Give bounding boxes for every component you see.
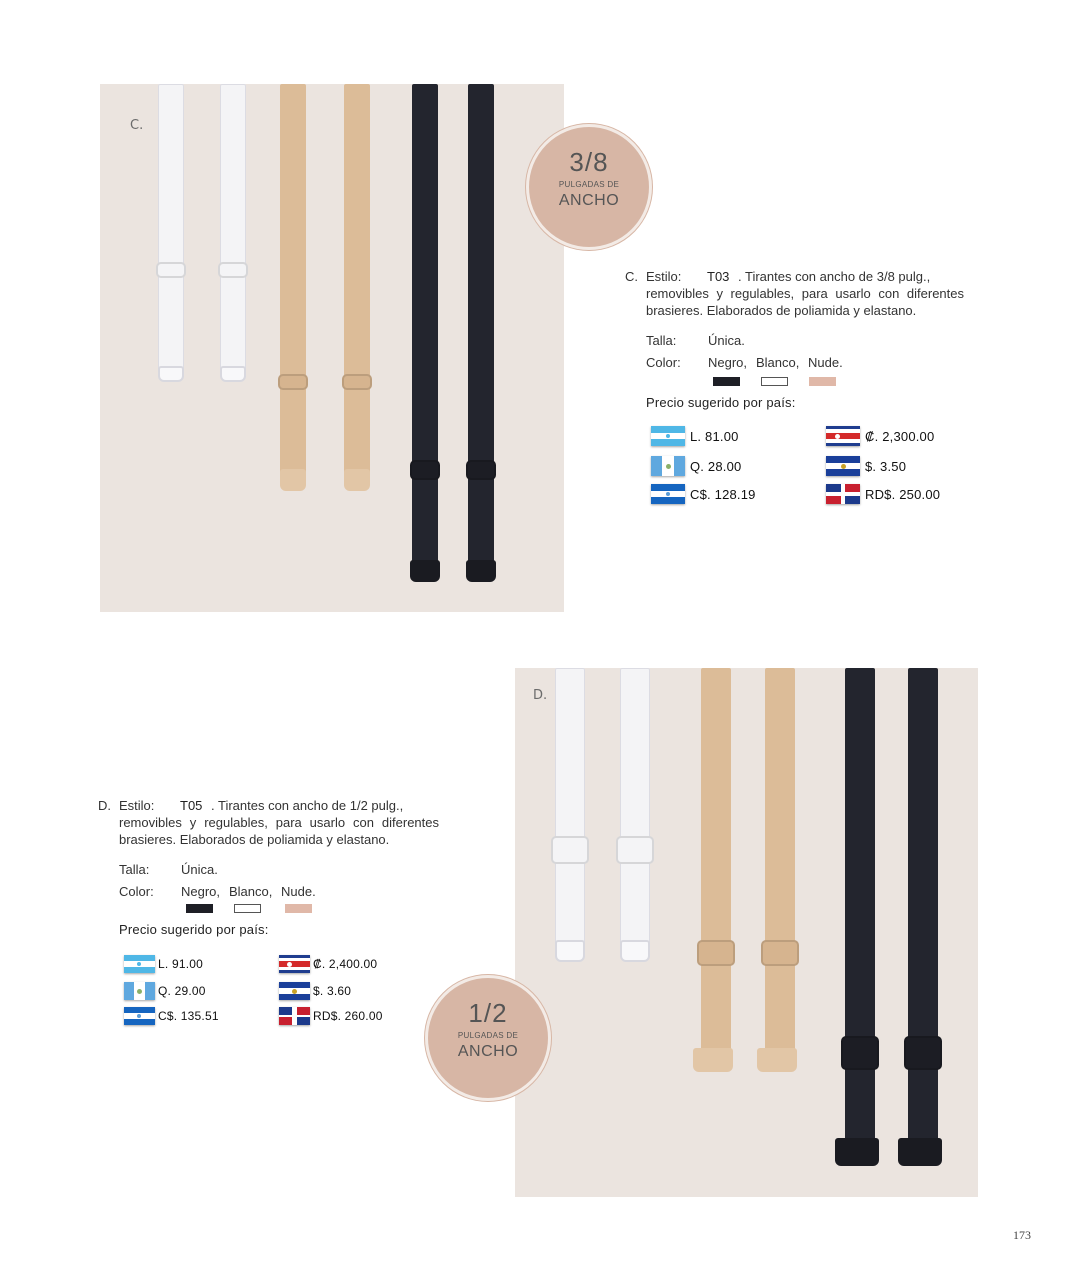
price-title-d: Precio sugerido por país: xyxy=(119,922,269,937)
price-value: L. 91.00 xyxy=(158,957,203,971)
price-value: L. 81.00 xyxy=(690,428,739,444)
page-number: 173 xyxy=(1013,1228,1031,1242)
color-black-label: Negro, xyxy=(708,355,748,370)
black-strap xyxy=(412,84,438,584)
black-swatch xyxy=(186,904,213,913)
section-prefix: C. xyxy=(625,269,638,284)
price-value: Q. 28.00 xyxy=(690,458,742,474)
description-first-line: . Tirantes con ancho de 3/8 pulg., xyxy=(738,269,931,284)
nude-swatch xyxy=(285,904,312,913)
badge-fraction: 1/2 xyxy=(468,998,508,1028)
price-el-salvador xyxy=(826,456,906,476)
price-value: Q. 29.00 xyxy=(158,984,206,998)
nude-strap xyxy=(344,84,370,494)
black-swatch xyxy=(713,377,740,386)
badge-main: ANCHO xyxy=(457,1043,519,1060)
price-honduras xyxy=(124,955,203,973)
price-value: C$. 128.19 xyxy=(690,486,756,502)
price-costa-rica xyxy=(279,955,377,973)
price-nicaragua xyxy=(651,484,756,504)
product-photo-c xyxy=(100,84,564,612)
width-badge-c xyxy=(526,124,652,250)
color-black-label: Negro, xyxy=(181,884,221,899)
nude-strap xyxy=(701,668,731,1073)
black-strap xyxy=(468,84,494,584)
white-strap xyxy=(555,668,585,968)
el-salvador-flag xyxy=(826,456,860,476)
color-nude-label: Nude. xyxy=(281,884,316,899)
price-costa-rica xyxy=(826,426,934,446)
guatemala-flag xyxy=(124,982,155,1000)
attributes-d xyxy=(119,862,439,922)
white-swatch xyxy=(234,904,261,913)
price-value: C$. 135.51 xyxy=(158,1009,219,1023)
description-first-line: . Tirantes con ancho de 1/2 pulg., xyxy=(211,798,404,813)
white-strap xyxy=(220,84,246,384)
white-strap xyxy=(158,84,184,384)
price-value: ₡. 2,400.00 xyxy=(313,957,378,971)
attributes-c xyxy=(646,333,966,393)
price-honduras xyxy=(651,426,739,446)
price-value: RD$. 250.00 xyxy=(865,486,941,502)
badge-subtitle: PULGADAS DE xyxy=(558,180,620,189)
price-dominican-republic xyxy=(279,1007,383,1025)
color-label: Color: xyxy=(119,884,154,899)
style-label: Estilo: xyxy=(119,798,155,813)
dominican-republic-flag xyxy=(826,484,860,504)
price-value: RD$. 260.00 xyxy=(313,1009,383,1023)
color-white-label: Blanco, xyxy=(756,355,800,370)
price-el-salvador xyxy=(279,982,351,1000)
white-swatch xyxy=(761,377,788,386)
badge-fraction: 3/8 xyxy=(569,147,609,177)
product-photo-d xyxy=(515,668,978,1197)
price-value: $. 3.60 xyxy=(313,984,352,998)
nude-strap xyxy=(765,668,795,1073)
price-value: ₡. 2,300.00 xyxy=(865,428,935,444)
talla-value: Única. xyxy=(181,862,218,877)
description-text: removibles y regulables, para usarlo con diferentes brasieres. Elaborados de poliamida y elastano. xyxy=(119,815,439,847)
nude-strap xyxy=(280,84,306,494)
photo-label-c: C. xyxy=(130,118,144,133)
white-strap xyxy=(620,668,650,968)
talla-label: Talla: xyxy=(646,333,677,348)
description-c xyxy=(625,268,964,319)
photo-label-d: D. xyxy=(533,688,548,703)
costa-rica-flag xyxy=(826,426,860,446)
el-salvador-flag xyxy=(279,982,310,1000)
price-dominican-republic xyxy=(826,484,940,504)
black-strap xyxy=(845,668,875,1168)
dominican-republic-flag xyxy=(279,1007,310,1025)
style-code: T03 xyxy=(707,269,730,284)
badge-main: ANCHO xyxy=(558,192,620,209)
badge-subtitle: PULGADAS DE xyxy=(457,1031,519,1040)
honduras-flag xyxy=(124,955,155,973)
nicaragua-flag xyxy=(124,1007,155,1025)
black-strap xyxy=(908,668,938,1168)
width-badge-d xyxy=(425,975,551,1101)
color-white-label: Blanco, xyxy=(229,884,273,899)
price-guatemala xyxy=(124,982,206,1000)
style-code: T05 xyxy=(180,798,203,813)
price-title-c: Precio sugerido por país: xyxy=(646,395,796,410)
costa-rica-flag xyxy=(279,955,310,973)
description-d xyxy=(98,797,439,848)
section-prefix: D. xyxy=(98,798,111,813)
color-nude-label: Nude. xyxy=(808,355,843,370)
price-guatemala xyxy=(651,456,741,476)
style-label: Estilo: xyxy=(646,269,682,284)
guatemala-flag xyxy=(651,456,685,476)
talla-value: Única. xyxy=(708,333,745,348)
nude-swatch xyxy=(809,377,836,386)
nicaragua-flag xyxy=(651,484,685,504)
price-nicaragua xyxy=(124,1007,219,1025)
color-label: Color: xyxy=(646,355,681,370)
price-value: $. 3.50 xyxy=(865,458,907,474)
talla-label: Talla: xyxy=(119,862,150,877)
honduras-flag xyxy=(651,426,685,446)
description-text: removibles y regulables, para usarlo con diferentes brasieres. Elaborados de poliamida y elastano. xyxy=(646,286,964,318)
